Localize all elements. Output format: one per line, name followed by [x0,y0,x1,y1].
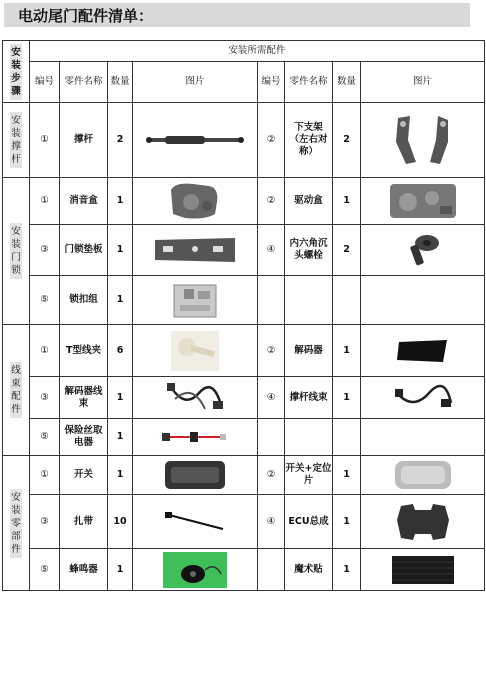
part-qty: 1 [333,325,361,377]
part-index: ② [258,456,285,495]
part-picture [361,325,485,377]
part-qty: 1 [108,377,133,419]
part-qty: 1 [333,377,361,419]
part-qty: 1 [333,549,361,591]
col-pic-right: 图片 [361,62,485,103]
part-name: 撑杆线束 [285,377,333,419]
table-row [3,103,485,178]
part-name [285,419,333,456]
part-name: 解码器 [285,325,333,377]
part-index: ② [258,325,285,377]
part-name: 魔术贴 [285,549,333,591]
part-index [258,419,285,456]
part-qty: 1 [108,456,133,495]
step-cell [3,456,30,591]
part-picture [133,549,258,591]
table-row [3,377,485,419]
part-picture [133,103,258,178]
step-label: 线束配件 [10,362,22,418]
hex-bolt-icon [361,231,484,269]
table-row [3,325,485,377]
switch-plate-icon [361,459,484,491]
part-picture [133,495,258,549]
part-picture [361,377,485,419]
part-name: 锁扣组 [60,276,108,325]
part-name: ECU总成 [285,495,333,549]
col-pic-left: 图片 [133,62,258,103]
switch-icon [133,459,257,491]
parts-table [2,40,485,591]
part-name [285,276,333,325]
part-name: 解码器线束 [60,377,108,419]
page-title: 电动尾门配件清单： [18,7,154,25]
bracket-icon [361,110,484,170]
part-picture [361,419,485,456]
part-name: 下支架（左右对称） [285,103,333,178]
part-name: 蜂鸣器 [60,549,108,591]
part-qty [333,419,361,456]
part-name: 保险丝取电器 [60,419,108,456]
part-name: 驱动盒 [285,178,333,225]
col-qty-right: 数量 [333,62,361,103]
part-name: 开关+定位片 [285,456,333,495]
fuse-tap-icon [133,424,257,450]
t-clip-icon [133,329,257,373]
part-qty: 2 [333,103,361,178]
part-name: 消音盒 [60,178,108,225]
part-picture [133,325,258,377]
part-qty: 1 [333,495,361,549]
part-qty: 2 [108,103,133,178]
table-row [3,276,485,325]
decoder-harness-icon [133,379,257,417]
part-picture [133,419,258,456]
part-index: ⑤ [30,549,60,591]
step-cell [3,178,30,325]
part-index: ④ [258,377,285,419]
part-picture [361,549,485,591]
step-header: 安装步骤 [10,44,22,100]
table-row [3,419,485,456]
part-qty: 10 [108,495,133,549]
lock-pad-icon [133,234,257,266]
part-index: ④ [258,495,285,549]
cable-tie-icon [133,511,257,533]
part-name: T型线夹 [60,325,108,377]
part-picture [361,178,485,225]
velcro-icon [361,554,484,586]
step-header-cell [3,41,30,103]
part-picture [361,495,485,549]
part-qty: 2 [333,225,361,276]
part-picture [361,103,485,178]
part-index: ③ [30,495,60,549]
latch-icon [133,279,257,321]
step-label: 安装零部件 [10,489,22,558]
strut-icon [133,129,257,151]
table-row [3,178,485,225]
part-picture [361,276,485,325]
part-index: ① [30,178,60,225]
part-index: ① [30,456,60,495]
part-qty: 1 [108,419,133,456]
table-row [3,225,485,276]
table-row [3,456,485,495]
part-picture [133,178,258,225]
part-qty: 1 [333,178,361,225]
ecu-icon [361,500,484,544]
part-qty [333,276,361,325]
part-index: ② [258,178,285,225]
title-bar [4,3,470,27]
part-index: ③ [30,377,60,419]
part-picture [133,456,258,495]
part-picture [133,225,258,276]
strut-harness-icon [361,383,484,413]
part-qty: 1 [108,549,133,591]
step-label: 安装门锁 [10,223,22,279]
part-index: ① [30,103,60,178]
part-picture [361,456,485,495]
drive-box-icon [361,180,484,222]
part-index [258,549,285,591]
part-index: ② [258,103,285,178]
part-qty: 1 [108,178,133,225]
table-row [3,549,485,591]
part-index: ④ [258,225,285,276]
step-cell [3,103,30,178]
part-qty: 1 [108,225,133,276]
col-name-right: 零件名称 [285,62,333,103]
part-picture [133,276,258,325]
part-qty: 1 [333,456,361,495]
part-index [258,276,285,325]
part-name: 撑杆 [60,103,108,178]
step-label: 安装撑杆 [10,112,22,168]
col-name-left: 零件名称 [60,62,108,103]
buzzer-icon [133,552,257,588]
part-qty: 1 [108,276,133,325]
part-name: 门锁垫板 [60,225,108,276]
part-picture [361,225,485,276]
part-index: ③ [30,225,60,276]
col-qty-left: 数量 [108,62,133,103]
table-row [3,495,485,549]
part-qty: 6 [108,325,133,377]
decoder-icon [361,338,484,364]
part-name: 扎带 [60,495,108,549]
part-index: ① [30,325,60,377]
step-cell [3,325,30,456]
part-picture [133,377,258,419]
muffler-box-icon [133,180,257,222]
part-index: ⑤ [30,419,60,456]
part-name: 内六角沉头螺栓 [285,225,333,276]
col-index-right: 编号 [258,62,285,103]
part-index: ⑤ [30,276,60,325]
part-name: 开关 [60,456,108,495]
parts-header: 安装所需配件 [30,41,485,62]
col-index-left: 编号 [30,62,60,103]
